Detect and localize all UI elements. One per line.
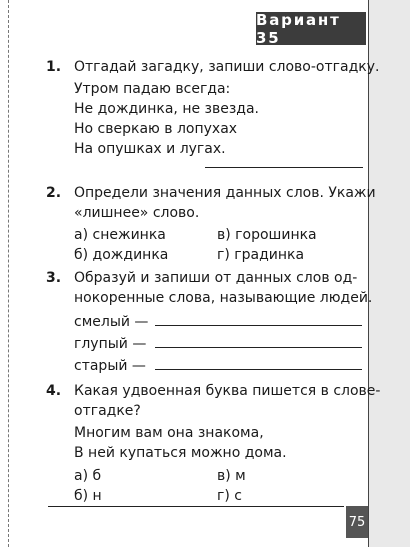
q4-riddle-line: В ней купаться можно дома. (74, 445, 287, 461)
q4-riddle-line: Многим вам она знакома, (74, 425, 264, 441)
q2-option-c: в) горошинка (217, 227, 317, 243)
q3-prompt: нокоренные слова, называющие людей. (74, 290, 373, 306)
q3-answer-line-1[interactable] (155, 325, 362, 326)
variant-header: Вариант 35 (256, 12, 366, 45)
q1-prompt: Отгадай загадку, запиши слово-отгадку. (74, 59, 380, 75)
q4-option-c: в) м (217, 468, 246, 484)
q1-riddle-line: Утром падаю всегда: (74, 81, 231, 97)
q1-answer-line[interactable] (205, 167, 363, 168)
q3-word-2: глупый — (74, 336, 147, 352)
q3-word-3: старый — (74, 358, 146, 374)
q4-prompt: отгадке? (74, 403, 141, 419)
q3-word-1: смелый — (74, 314, 149, 330)
q2-option-b: б) дождинка (74, 247, 169, 263)
q4-prompt: Какая удвоенная буква пишется в слове- (74, 383, 381, 399)
q4-option-d: г) с (217, 488, 242, 504)
q1-riddle-line: На опушках и лугах. (74, 141, 226, 157)
q1-number: 1. (46, 59, 62, 75)
q3-answer-line-3[interactable] (155, 369, 362, 370)
q2-prompt: «лишнее» слово. (74, 205, 200, 221)
q1-riddle-line: Не дождинка, не звезда. (74, 101, 259, 117)
page-number: 75 (346, 506, 368, 538)
q4-number: 4. (46, 383, 62, 399)
q3-answer-line-2[interactable] (155, 347, 362, 348)
q4-option-a: а) б (74, 468, 102, 484)
page-margin (369, 0, 410, 547)
q2-option-d: г) градинка (217, 247, 305, 263)
footer-rule (48, 506, 344, 507)
margin-border (368, 0, 369, 547)
q3-prompt: Образуй и запиши от данных слов од- (74, 270, 358, 286)
q4-option-b: б) н (74, 488, 102, 504)
q2-prompt: Определи значения данных слов. Укажи (74, 185, 376, 201)
q2-option-a: а) снежинка (74, 227, 166, 243)
cut-line (8, 0, 9, 547)
q1-riddle-line: Но сверкаю в лопухах (74, 121, 238, 137)
q3-number: 3. (46, 270, 62, 286)
q2-number: 2. (46, 185, 62, 201)
